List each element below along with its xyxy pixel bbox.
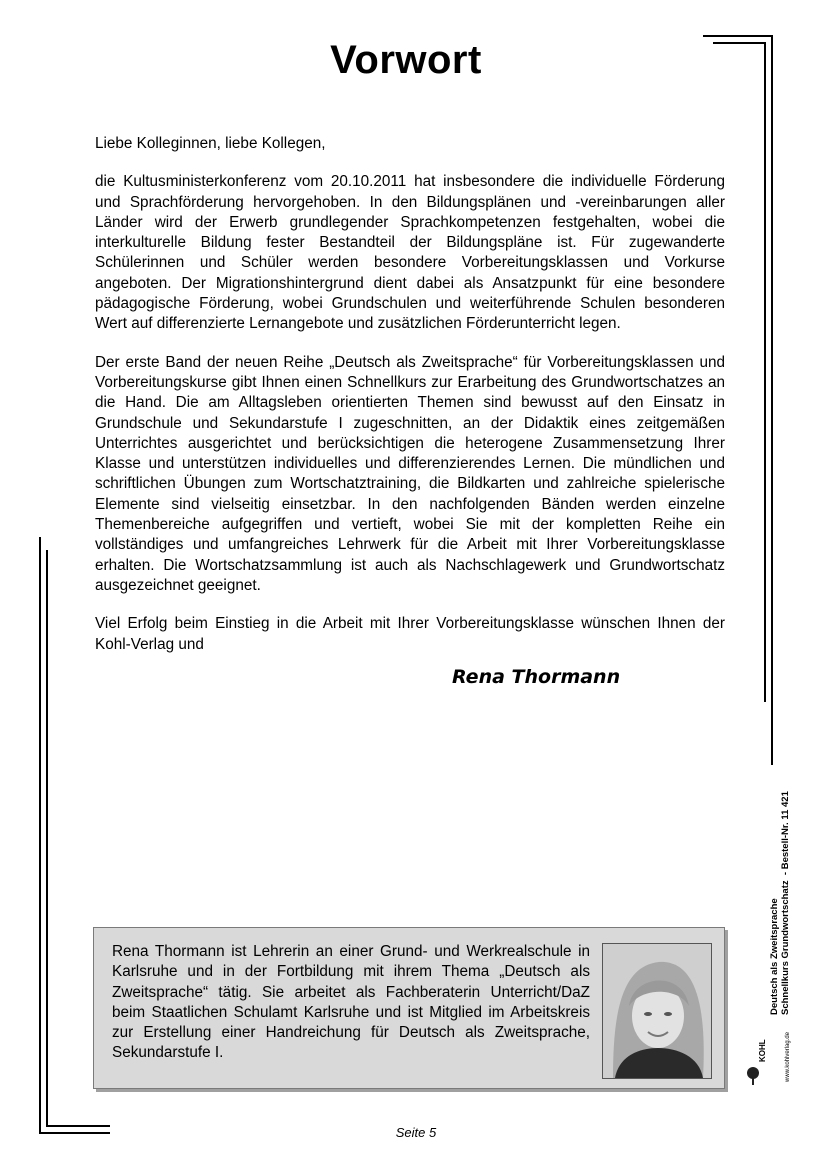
series-title: Deutsch als Zweitsprache bbox=[769, 898, 780, 1015]
frame-right-line-1 bbox=[771, 35, 773, 765]
author-bio-text: Rena Thormann ist Lehrerin an einer Grund- und Werkrealschule in Karlsruhe und in der Fortbildung mit ihrem Thema „Deutsch als Zweitsprache“ tätig. Sie arbeitet als Fachberaterin Unterricht/DaZ beim Staatlichen Schulamt Karlsruhe und ist Mitglied im Arbeitskreis zur Erstellung einer Handreichung für Deutsch als Zweitsprache, Sekundarstufe I. bbox=[112, 943, 590, 1062]
frame-left-line-1 bbox=[39, 537, 41, 1134]
frame-right-line-2 bbox=[764, 42, 766, 702]
paragraph-1: die Kultusministerkonferenz vom 20.10.2011 hat insbesondere die individuelle Förderung und Sprachförderung hervorgehoben. In den Bildungsplänen und -vereinbarungen aller Länder wird der Erwerb grundlegender Sprachkompetenzen festgehalten, wobei die interkulturelle Bildung fester Bestandteil der Bildungspläne ist. Für zugewanderte Schülerinnen und Schüler werden besondere Vorbereitungsklassen und Vorkurse angeboten. Der Migrationshintergrund dient dabei als Ansatzpunkt für eine besondere pädagogische Förderung, wobei Grundschulen und weiterführende Schulen besonderen Wert auf differenzierte Lernangebote und zusätzlichen Förderunterricht legen. bbox=[95, 173, 725, 333]
author-bio-box bbox=[93, 927, 725, 1089]
paragraph-2: Der erste Band der neuen Reihe „Deutsch als Zweitsprache“ für Vorbereitungsklassen und Vorbereitungskurse gibt Ihnen einen Schnellkurs zur Erarbeitung des Grundwortschatzes an die Hand. Die am Alltagsleben orientierten Themen sind bewusst auf den Einsatz in Grundschule und Sekundarstufe I zugeschnitten, an der Didaktik eines zeitgemäßen Unterrichtes ausgerichtet und berücksichtigen die heterogene Zusammensetzung Ihrer Klasse und unterstützen individuelles und differenzierendes Lernen. Die mündlichen und schriftlichen Übungen zum Wortschatztraining, die Bildkarten und zahlreiche spielerische Elemente sind vielseitig einsetzbar. In den nachfolgenden Bänden werden einzelne Themenbereiche aufgegriffen und vertieft, wobei Sie mit der kompletten Reihe ein vollständiges und umfangreiches Lehrwerk für die Arbeit mit Ihrer Vorbereitungsklasse erhalten. Die Wortschatzsammlung ist auch als Nachschlagewerk und Grundwortschatz ausgezeichnet geeignet. bbox=[95, 353, 725, 594]
author-photo bbox=[602, 943, 712, 1079]
frame-left-line-2 bbox=[46, 550, 48, 1127]
order-number: - Bestell-Nr. 11 421 bbox=[780, 791, 791, 876]
author-signature: Rena Thormann bbox=[452, 666, 621, 688]
greeting: Liebe Kolleginnen, liebe Kollegen, bbox=[95, 135, 326, 152]
publisher-tree-logo-icon bbox=[744, 1066, 762, 1086]
book-subtitle: Schnellkurs Grundwortschatz bbox=[780, 880, 791, 1015]
foreword-text bbox=[95, 134, 725, 673]
frame-top-line-1 bbox=[703, 35, 773, 37]
page-number: Seite 5 bbox=[395, 1125, 437, 1140]
paragraph-3: Viel Erfolg beim Einstieg in die Arbeit mit Ihrer Vorbereitungsklasse wünschen Ihnen der Kohl-Verlag und bbox=[95, 615, 725, 653]
publisher-website: www.kohlverlag.de bbox=[785, 1031, 791, 1082]
side-imprint-text bbox=[769, 791, 791, 1015]
publisher-logo-text: KOHL bbox=[758, 1039, 767, 1062]
author-portrait-image bbox=[603, 944, 711, 1078]
book-title bbox=[780, 791, 791, 1015]
page-title: Vorwort bbox=[330, 38, 482, 82]
